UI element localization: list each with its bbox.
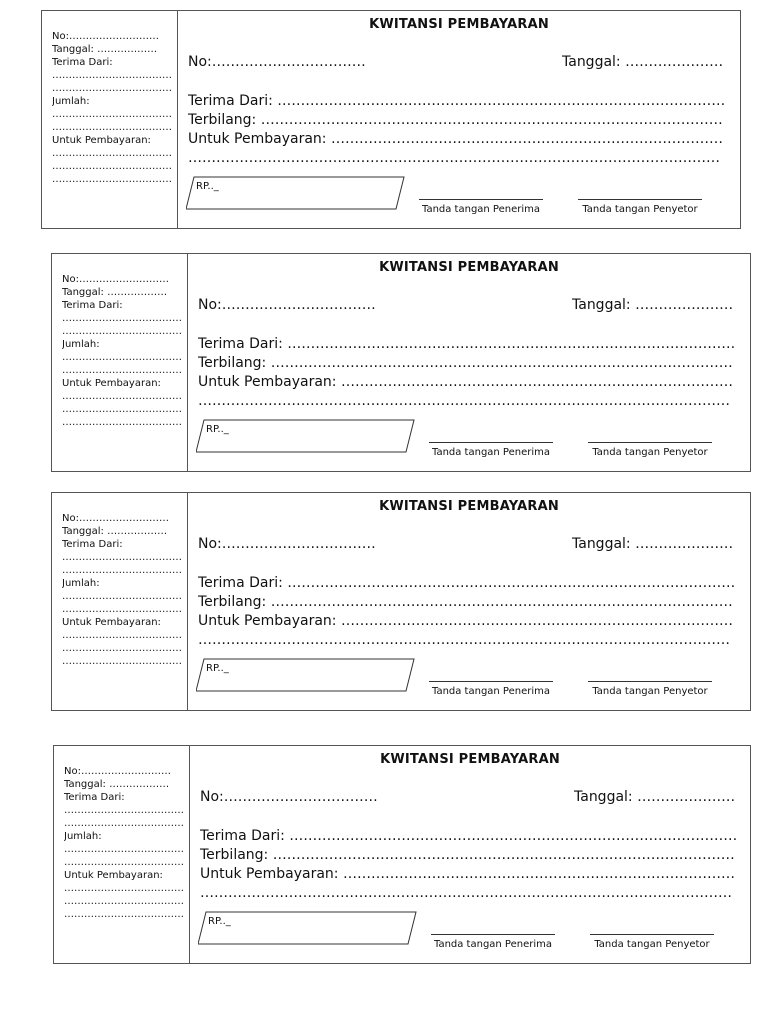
stub-dotted-line: ……………………………… [62,552,182,563]
amount-currency-label: RP.._ [206,424,229,435]
receipt-date-field: Tanggal: ………………… [572,297,734,313]
receiver-signature-line [431,934,555,935]
stub-dotted-line: ……………………………… [52,148,172,159]
receipt-body [190,746,750,963]
payment-for-continuation-line: …………………………………………………………………………………………………… [198,393,730,409]
stub-date-field: Tanggal: ……………… [62,287,168,298]
receipt-date-field: Tanggal: ………………… [574,789,736,805]
depositor-signature-label: Tanda tangan Penyetor [582,204,698,215]
receipt-body [178,11,740,228]
stub-payment-for-label: Untuk Pembayaran: [64,870,163,881]
stub-payment-for-label: Untuk Pembayaran: [62,378,161,389]
stub-dotted-line: ……………………………… [64,844,184,855]
stub-dotted-line: ……………………………… [62,326,182,337]
receiver-signature-line [429,442,553,443]
receipt-stub [42,11,178,228]
stub-dotted-line: ……………………………… [64,883,184,894]
stub-dotted-line: ……………………………… [62,313,182,324]
amount-box [196,658,411,690]
stub-dotted-line: ……………………………… [52,161,172,172]
receipt-date-field: Tanggal: ………………… [562,54,724,70]
payment-for-field: Untuk Pembayaran: ………………………………………………………………………… [200,866,735,882]
stub-dotted-line: ……………………………… [64,909,184,920]
stub-dotted-line: ……………………………… [62,417,182,428]
receiver-signature [426,681,556,697]
receiver-signature-label: Tanda tangan Penerima [431,447,551,458]
stub-dotted-line: ……………………………… [64,857,184,868]
amount-parallelogram-shape [186,176,406,210]
stub-dotted-line: ……………………………… [64,805,184,816]
depositor-signature [572,934,732,950]
depositor-signature-label: Tanda tangan Penyetor [594,939,710,950]
stub-received-from-label: Terima Dari: [64,792,125,803]
stub-dotted-line: ……………………………… [62,352,182,363]
receipt-form [53,745,751,964]
stub-date-field: Tanggal: ……………… [62,526,168,537]
receipt-title: KWITANSI PEMBAYARAN [379,499,559,514]
receipt-stub [54,746,190,963]
stub-dotted-line: ……………………………… [52,83,172,94]
stub-received-from-label: Terima Dari: [62,539,123,550]
receiver-signature [426,442,556,458]
receipt-stub [52,493,188,710]
stub-payment-for-label: Untuk Pembayaran: [52,135,151,146]
stub-dotted-line: ……………………………… [62,365,182,376]
depositor-signature [570,442,730,458]
payment-for-field: Untuk Pembayaran: ………………………………………………………………………… [188,131,723,147]
payment-for-continuation-line: …………………………………………………………………………………………………… [188,150,720,166]
stub-received-from-label: Terima Dari: [52,57,113,68]
stub-payment-for-label: Untuk Pembayaran: [62,617,161,628]
stub-received-from-label: Terima Dari: [62,300,123,311]
receiver-signature-label: Tanda tangan Penerima [433,939,553,950]
stub-dotted-line: ……………………………… [62,565,182,576]
receiver-signature-label: Tanda tangan Penerima [421,204,541,215]
depositor-signature-line [578,199,702,200]
stub-dotted-line: ……………………………… [62,591,182,602]
amount-in-words-field: Terbilang: ……………………………………………………………………………………… [198,355,733,371]
payment-for-continuation-line: …………………………………………………………………………………………………… [200,885,732,901]
stub-no-field: No:……………………… [52,31,159,42]
received-from-field: Terima Dari: …………………………………………………………………………………… [198,575,736,591]
amount-box [196,419,411,451]
stub-no-field: No:……………………… [62,513,169,524]
receipt-title: KWITANSI PEMBAYARAN [369,17,549,32]
stub-dotted-line: ……………………………… [62,630,182,641]
stub-dotted-line: ……………………………… [52,70,172,81]
depositor-signature [560,199,720,215]
amount-currency-label: RP.._ [206,663,229,674]
stub-no-field: No:……………………… [62,274,169,285]
stub-date-field: Tanggal: ……………… [64,779,170,790]
stub-date-field: Tanggal: ……………… [52,44,158,55]
amount-in-words-field: Terbilang: ……………………………………………………………………………………… [198,594,733,610]
amount-currency-label: RP.._ [196,181,219,192]
receipt-title: KWITANSI PEMBAYARAN [380,752,560,767]
amount-box [186,176,401,208]
stub-dotted-line: ……………………………… [52,122,172,133]
receiver-signature [428,934,558,950]
amount-in-words-field: Terbilang: ……………………………………………………………………………………… [188,112,723,128]
stub-dotted-line: ……………………………… [52,109,172,120]
stub-dotted-line: ……………………………… [62,391,182,402]
received-from-field: Terima Dari: …………………………………………………………………………………… [200,828,738,844]
receipt-body [188,493,750,710]
receipt-no-field: No:…………………………… [198,536,376,552]
receiver-signature-line [419,199,543,200]
receipt-form [51,253,751,472]
stub-dotted-line: ……………………………… [64,896,184,907]
depositor-signature-line [588,681,712,682]
stub-dotted-line: ……………………………… [62,643,182,654]
amount-in-words-field: Terbilang: ……………………………………………………………………………………… [200,847,735,863]
depositor-signature [570,681,730,697]
payment-for-continuation-line: …………………………………………………………………………………………………… [198,632,730,648]
receipt-stub [52,254,188,471]
depositor-signature-label: Tanda tangan Penyetor [592,447,708,458]
stub-dotted-line: ……………………………… [52,174,172,185]
receipt-no-field: No:…………………………… [200,789,378,805]
amount-currency-label: RP.._ [208,916,231,927]
stub-amount-label: Jumlah: [64,831,102,842]
stub-no-field: No:……………………… [64,766,171,777]
payment-for-field: Untuk Pembayaran: ………………………………………………………………………… [198,374,733,390]
stub-dotted-line: ……………………………… [62,604,182,615]
receiver-signature-line [429,681,553,682]
received-from-field: Terima Dari: …………………………………………………………………………………… [198,336,736,352]
stub-dotted-line: ……………………………… [64,818,184,829]
amount-parallelogram-shape [196,658,416,692]
depositor-signature-line [588,442,712,443]
stub-dotted-line: ……………………………… [62,656,182,667]
depositor-signature-line [590,934,714,935]
amount-parallelogram-shape [196,419,416,453]
stub-dotted-line: ……………………………… [62,404,182,415]
receipt-form [41,10,741,229]
receipt-title: KWITANSI PEMBAYARAN [379,260,559,275]
stub-amount-label: Jumlah: [62,339,100,350]
received-from-field: Terima Dari: …………………………………………………………………………………… [188,93,726,109]
receiver-signature-label: Tanda tangan Penerima [431,686,551,697]
receipt-no-field: No:…………………………… [198,297,376,313]
payment-for-field: Untuk Pembayaran: ………………………………………………………………………… [198,613,733,629]
depositor-signature-label: Tanda tangan Penyetor [592,686,708,697]
stub-amount-label: Jumlah: [52,96,90,107]
amount-box [198,911,413,943]
receiver-signature [416,199,546,215]
receipt-no-field: No:…………………………… [188,54,366,70]
receipt-form [51,492,751,711]
stub-amount-label: Jumlah: [62,578,100,589]
amount-parallelogram-shape [198,911,418,945]
receipt-body [188,254,750,471]
receipt-date-field: Tanggal: ………………… [572,536,734,552]
